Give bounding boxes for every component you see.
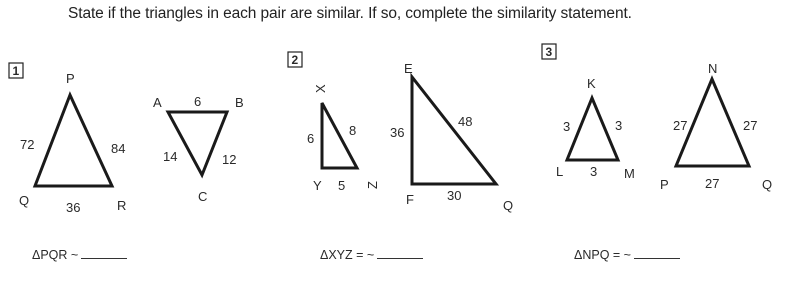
vertex-n: N [708, 61, 718, 76]
problem-1-number-box [9, 63, 23, 78]
side-lm: 3 [590, 164, 598, 179]
vertex-b: B [235, 95, 244, 110]
vertex-e: E [404, 61, 413, 76]
vertex-m: M [624, 166, 635, 181]
statement-2-blank[interactable] [377, 248, 423, 259]
side-bc: 12 [222, 152, 237, 167]
statement-3 [574, 248, 680, 262]
triangle-klm [567, 98, 618, 160]
side-km: 3 [615, 118, 623, 133]
triangle-pqr [35, 95, 112, 186]
statement-1 [32, 248, 127, 262]
side-pq3: 27 [705, 176, 720, 191]
vertex-z: Z [365, 181, 380, 189]
vertex-l: L [556, 164, 564, 179]
vertex-y: Y [313, 178, 322, 193]
triangle-efq [412, 77, 496, 184]
statement-1-prefix: ΔPQR ~ [32, 248, 79, 262]
problem-3-number: 3 [545, 45, 553, 59]
vertex-q3: Q [762, 177, 773, 192]
side-yz: 5 [338, 178, 346, 193]
side-eq: 48 [458, 114, 473, 129]
vertex-k: K [587, 76, 596, 91]
vertex-p: P [66, 71, 75, 86]
instructions: State if the triangles in each pair are similar. If so, complete the similarity statement. [68, 5, 632, 22]
statement-3-prefix: ΔNPQ = ~ [574, 248, 631, 262]
problem-3-number-box [542, 44, 556, 59]
statement-3-blank[interactable] [634, 248, 680, 259]
problem-1-number: 1 [12, 64, 20, 78]
side-qr: 36 [66, 200, 81, 215]
vertex-r: R [117, 198, 127, 213]
statement-2-prefix: ΔXYZ = ~ [320, 248, 375, 262]
statement-1-blank[interactable] [81, 248, 127, 259]
statement-2 [320, 248, 423, 262]
vertex-c: C [198, 189, 208, 204]
problem-2-number: 2 [291, 53, 299, 67]
vertex-p3: P [660, 177, 669, 192]
side-ac: 14 [163, 149, 178, 164]
side-np: 27 [673, 118, 688, 133]
side-pq: 72 [20, 137, 35, 152]
problem-2-number-box [288, 52, 302, 67]
side-kl: 3 [563, 119, 571, 134]
side-xz: 8 [349, 123, 357, 138]
vertex-q2: Q [503, 198, 514, 213]
vertex-x: X [313, 84, 328, 93]
vertex-a: A [153, 95, 162, 110]
side-nq: 27 [743, 118, 758, 133]
side-ab: 6 [194, 94, 202, 109]
side-pr: 84 [111, 141, 126, 156]
side-xy: 6 [307, 131, 315, 146]
side-fq: 30 [447, 188, 462, 203]
vertex-f: F [406, 192, 414, 207]
side-ef: 36 [390, 125, 405, 140]
vertex-q: Q [19, 193, 30, 208]
triangle-abc [168, 112, 227, 175]
